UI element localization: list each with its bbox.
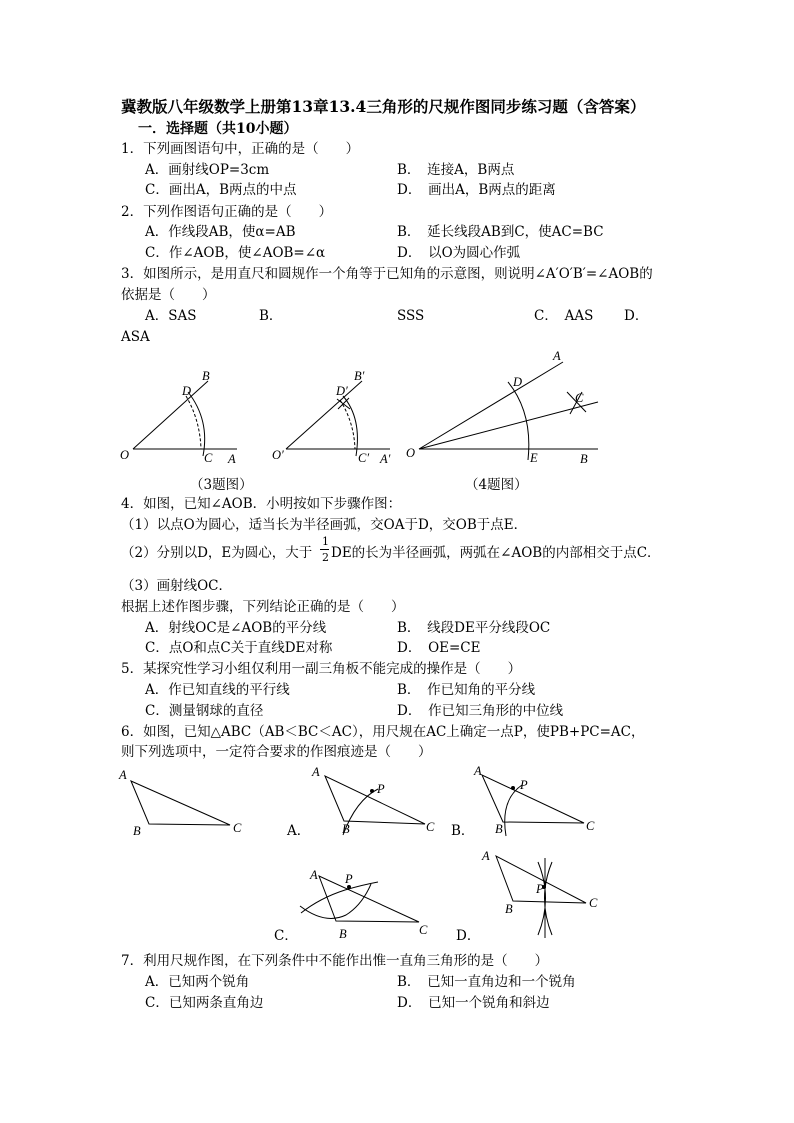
page-title: 冀教版八年级数学上册第13章13.4三角形的尺规作图同步练习题（含答案） <box>121 97 646 116</box>
q4-step-3: （3）画射线OC． <box>121 578 232 594</box>
q1-option-d: D． 画出A，B两点的距离 <box>397 182 556 198</box>
q4-option-a: A．射线OC是∠AOB的平分线 <box>145 620 327 636</box>
fraction-denominator: 2 <box>322 551 329 564</box>
q4-step-2a: （2）分别以D，E为圆心，大于 <box>121 545 313 561</box>
q4-figure-caption: （4题图） <box>465 477 528 493</box>
q5-option-c: C．测量钢球的直径 <box>145 703 264 719</box>
fraction-numerator: 1 <box>322 535 329 548</box>
q7-stem: 7．利用尺规作图，在下列条件中不能作出惟一直角三角形的是（ ） <box>121 953 549 969</box>
label-B-prime: B′ <box>354 369 365 383</box>
label-A: A <box>312 765 320 779</box>
label-B: B <box>202 369 210 383</box>
q6-triangle-option-c <box>300 876 419 922</box>
q6-triangle-option-d <box>496 856 586 938</box>
q6-option-d: D． <box>456 928 481 944</box>
q1-option-a: A．画射线OP=3cm <box>145 162 270 178</box>
label-B: B <box>339 927 347 941</box>
q5-option-d: D． 作已知三角形的中位线 <box>397 703 564 719</box>
q3-stem-line2: 依据是（ ） <box>121 287 216 303</box>
label-C: C <box>575 391 584 405</box>
q2-stem: 2．下列作图语句正确的是（ ） <box>121 204 333 220</box>
q4-option-b: B． 线段DE平分线段OC <box>397 620 551 636</box>
q6-option-c: C． <box>274 928 298 944</box>
q7-option-c: C．已知两条直角边 <box>145 995 264 1011</box>
label-B: B <box>505 902 513 916</box>
q2-option-d: D． 以O为圆心作弧 <box>397 245 521 261</box>
label-C-prime: C′ <box>358 451 370 465</box>
label-P: P <box>345 872 353 886</box>
label-C: C <box>426 820 435 834</box>
q2-option-c: C．作∠AOB，使∠AOB=∠α <box>145 245 326 261</box>
label-O-prime: O′ <box>272 448 284 462</box>
label-A: A <box>474 764 482 778</box>
q4-stem: 4．如图，已知∠AOB．小明按如下步骤作图： <box>121 496 402 512</box>
q4-question: 根据上述作图步骤，下列结论正确的是（ ） <box>121 599 405 615</box>
label-D-prime: D′ <box>336 384 348 398</box>
label-O: O <box>406 446 416 460</box>
q3-figure-caption: （3题图） <box>190 477 253 493</box>
q7-option-b: B． 已知一直角边和一个锐角 <box>397 974 576 990</box>
q1-option-b: B． 连接A，B两点 <box>397 162 515 178</box>
label-A: A <box>553 349 561 363</box>
q3-stem-line1: 3．如图所示，是用直尺和圆规作一个角等于已知角的示意图，则说明∠A′O′B′=∠AOB的 <box>121 266 653 282</box>
fraction-bar <box>320 549 329 550</box>
q3-option-c: C． AAS <box>534 308 594 324</box>
label-D: D <box>513 375 523 389</box>
label-C: C <box>233 821 242 835</box>
q1-option-c: C．画出A，B两点的中点 <box>145 182 297 198</box>
q4-step-2b: DE的长为半径画弧，两弧在∠AOB的内部相交于点C． <box>331 545 661 561</box>
label-C: C <box>204 451 213 465</box>
label-A: A <box>228 452 236 466</box>
q6-stem-line1: 6．如图，已知△ABC（AB＜BC＜AC），用尺规在AC上确定一点P，使PB+PC=AC， <box>121 724 645 740</box>
q6-stem-line2: 则下列选项中，一定符合要求的作图痕迹是（ ） <box>121 744 432 760</box>
q1-stem: 1．下列画图语句中，正确的是（ ） <box>121 141 360 157</box>
q2-option-a: A．作线段AB，使α=AB <box>145 224 296 240</box>
label-P: P <box>536 882 544 896</box>
q3-option-b-value: SSS <box>397 308 425 324</box>
label-A: A <box>310 868 318 882</box>
label-B: B <box>133 824 141 838</box>
label-C: C <box>419 923 428 937</box>
q4-option-c: C．点O和点C关于直线DE对称 <box>145 640 333 656</box>
label-B: B <box>342 822 350 836</box>
label-P: P <box>520 778 528 792</box>
q3-option-b-letter: B． <box>259 308 283 324</box>
label-C: C <box>589 896 598 910</box>
q4-figure-angle-bisector <box>419 362 598 460</box>
q6-triangle-option-a <box>325 776 425 835</box>
label-B: B <box>495 822 503 836</box>
q6-option-b: B． <box>451 823 475 839</box>
q5-option-b: B． 作已知角的平分线 <box>397 682 536 698</box>
q6-triangle-given <box>131 781 230 825</box>
section-heading: 一．选择题（共10小题） <box>138 121 298 137</box>
q5-option-a: A．作已知直线的平行线 <box>145 682 290 698</box>
q5-stem: 5．某探究性学习小组仅利用一副三角板不能完成的操作是（ ） <box>121 661 522 677</box>
q4-step-1: （1）以点O为圆心，适当长为半径画弧，交OA于D，交OB于点E． <box>121 517 528 533</box>
q4-option-d: D． OE=CE <box>397 640 481 656</box>
label-A-prime: A′ <box>380 452 391 466</box>
q7-option-a: A．已知两个锐角 <box>145 974 250 990</box>
label-D: D <box>182 384 192 398</box>
q3-option-d-value: ASA <box>121 329 150 345</box>
label-E: E <box>530 451 538 465</box>
q3-option-a: A．SAS <box>145 308 197 324</box>
q6-option-a: A． <box>287 823 311 839</box>
label-A: A <box>482 849 490 863</box>
q2-option-b: B． 延长线段AB到C，使AC=BC <box>397 224 604 240</box>
q3-option-d-letter: D． <box>624 308 649 324</box>
label-P: P <box>377 782 385 796</box>
label-O: O <box>120 448 130 462</box>
q7-option-d: D． 已知一个锐角和斜边 <box>397 995 550 1011</box>
label-C: C <box>586 819 595 833</box>
label-A: A <box>119 768 127 782</box>
label-B: B <box>580 452 588 466</box>
